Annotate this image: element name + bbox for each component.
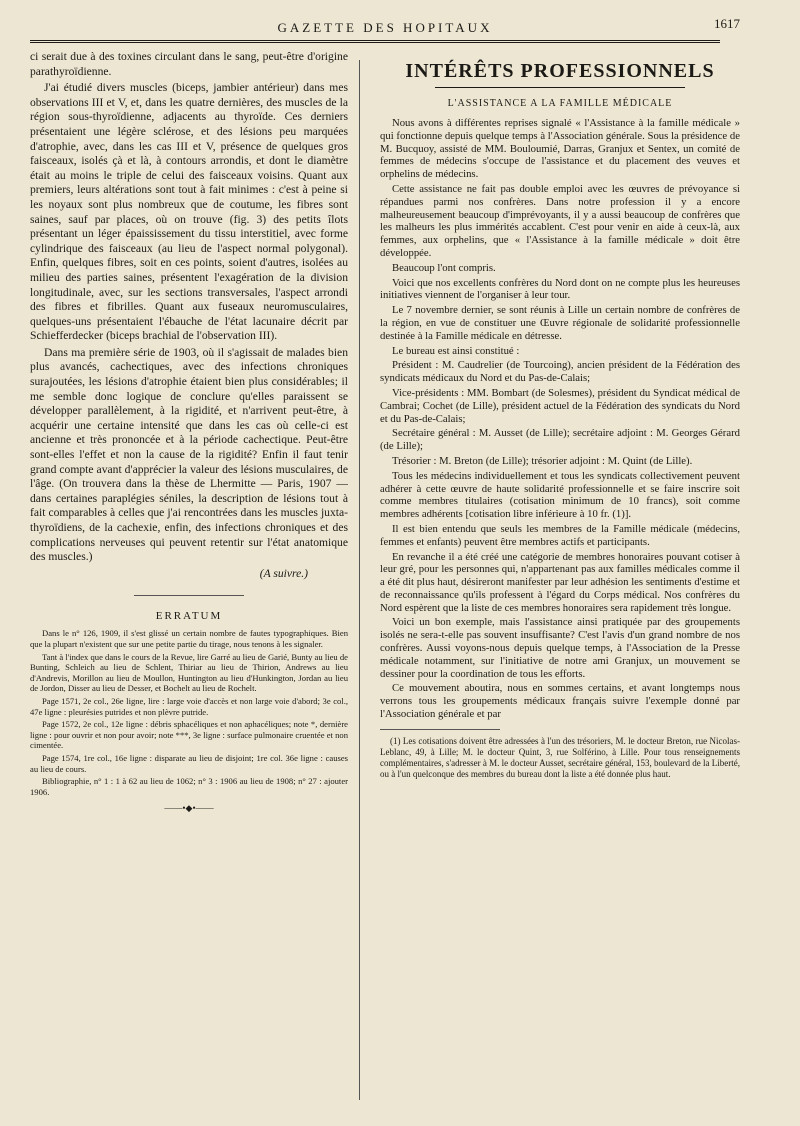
erratum-paragraph: Page 1572, 2e col., 12e ligne : débris sphacéliques et non aphacéliques; note *, dernière ligne : pour ouvrir et non pour avoir; note ***, 3e ligne : surface pulmonaire cruentée et non cimentée. bbox=[30, 719, 348, 751]
footnote bbox=[380, 736, 740, 780]
footnote-text: (1) Les cotisations doivent être adressées à l'un des trésoriers, M. le docteur Breton, rue Nicolas-Leblanc, 49, à Lille; M. le docteur Quint, 3, rue Solférino, à Lille. Pour tous renseignements complémentaires, s'adresser à M. le docteur Ausset, secrétaire général, 153, boulevard de la Liberté, ou à l'un quelconque des membres du bureau dont la liste a été donnée plus haut. bbox=[380, 735, 740, 779]
paragraph: ci serait due à des toxines circulant dans le sang, peut-être d'origine parathyroïdienne. bbox=[30, 50, 348, 78]
paragraph: Ce mouvement aboutira, nous en sommes certains, et avant longtemps nous verrons tous les groupements médicaux français suivre l'exemple donné par l'Association générale et par bbox=[380, 682, 740, 721]
journal-title: GAZETTE DES HOPITAUX bbox=[277, 20, 493, 35]
erratum-paragraph: Tant à l'index que dans le cours de la Revue, lire Garré au lieu de Garié, Bunty au lieu de Bunting, Schleich au lieu de Schlent, Thiriar au lieu de Thirion, Andrews au lieu d'Andrevis, Morillon au lieu de Moullon, Huntington au lieu d'Hunkington, Jordan au lieu de Jordon, Disser au lieu de Desser, et Bochelt au lieu de Rochelt. bbox=[30, 651, 348, 694]
paragraph: Voici que nos excellents confrères du Nord dont on ne compte plus les heureuses initiatives viennent de l'organiser à leur tour. bbox=[380, 276, 740, 302]
right-column bbox=[380, 50, 740, 1110]
paragraph: Le 7 novembre dernier, se sont réunis à Lille un certain nombre de confrères de la région, en vue de constituer une Œuvre régionale de solidarité professionnelle destinée à la Famille médicale en détresse. bbox=[380, 304, 740, 342]
column-divider bbox=[359, 60, 360, 1100]
paragraph: Trésorier : M. Breton (de Lille); trésorier adjoint : M. Quint (de Lille). bbox=[392, 454, 693, 467]
paragraph: Vice-présidents : MM. Bombart (de Solesmes), président du Syndicat médical de Cambrai; Cochet (de Lille), président actuel de la Fédération des syndicats du Nord et du Pas-de-Calais; bbox=[380, 386, 740, 425]
header-rule bbox=[30, 40, 720, 43]
erratum-paragraph: Page 1574, 1re col., 16e ligne : disparate au lieu de disjoint; 1re col. 36e ligne : causes au lieu de cours. bbox=[30, 752, 348, 774]
paragraph: J'ai étudié divers muscles (biceps, jambier antérieur) dans mes observations III et V, et, dans les quatre dernières, des muscles de la région sous-thyroïdienne, adjacents au thyroïde. Ces derniers présentaient une légère sclérose, et des lésions peu marquées d'atrophie, avec, dans les cas III et V, présence de quelques gros faisceaux, isolés çà et là, à contours arrondis, et dont le diamètre était au moins le triple de celui des faisceaux voisins. Quant aux premiers, leurs altérations sont tout à fait minimes : c'est à peine si les noyaux sont plus nombreux que de coutume, les fibres sont saines, sauf par places, où on trouve (fig. 3) des petits îlots présentant un léger épaississement du tissu interstitiel, avec forme cylindrique des faisceaux (au lieu de l'aspect normal polygonal). Enfin, quelques fibres, soit en ces points, soient d'autres, isolées au milieu des parties saines, présentent l'exagération de la division longitudinale, avec, sur les sections transversales, l'aspect arrondi des fibres et fibrilles. Quant aux fuseaux neuromusculaires, quelques-uns présentaient l'ébauche de l'état lacunaire décrit par Schiefferdecker (biceps brachial de l'observation III). bbox=[30, 81, 348, 343]
section-divider bbox=[134, 595, 244, 596]
page-number: 1617 bbox=[714, 16, 740, 31]
erratum-paragraph: Dans le n° 126, 1909, il s'est glissé un certain nombre de fautes typographiques. Bien que la plupart n'existent que sur une petite partie du tirage, nous tenons à les signaler. bbox=[30, 628, 348, 649]
erratum-body bbox=[30, 628, 348, 797]
paragraph: Nous avons à différentes reprises signalé « l'Assistance à la famille médicale » qui fonctionne depuis quelque temps à l'Association générale. Sous la présidence de M. Bucquoy, assisté de MM. Bouloumié, Darras, Granjux et Sentex, un comité de femmes de médecins s'occupe de l'assistance et du placement des veuves et orphelins de médecins. bbox=[380, 117, 740, 181]
paragraph: Tous les médecins individuellement et tous les syndicats collectivement peuvent adhérer à cette œuvre de haute solidarité professionnelle et se faire inscrire soit comme membres titulaires (cotisation minimum de 10 francs), soit comme membres adhérents [cotisation libre inférieure à 10 fr. (1)]. bbox=[380, 469, 740, 521]
footnote-rule bbox=[380, 729, 500, 730]
end-flourish: ——•◆•—— bbox=[164, 803, 214, 814]
paragraph: Beaucoup l'ont compris. bbox=[392, 261, 496, 274]
article-body bbox=[380, 117, 740, 721]
paragraph: Voici un bon exemple, mais l'assistance ainsi pratiquée par des groupements isolés ne sera-t-elle pas souvent insuffisante? C'est l'avis d'un grand nombre de nos confrères. Aussi voyons-nous depuis quelque temps, à l'Association de la Presse médicale notamment, sur l'initiative de notre ami Granjux, un mouvement se dessiner pour la coordination de tous les efforts. bbox=[380, 616, 740, 680]
paragraph: Cette assistance ne fait pas double emploi avec les œuvres de prévoyance si répandues parmi nos confrères. Dans notre profession il y a encore malheureusement beaucoup d'imprévoyants, il y a aussi beaucoup de confrères que les malheurs les plus immérités accablent. C'est pour venir en aide à ceux-là, aux femmes, aux orphelins, que « l'Assistance à la famille médicale » doit être développée. bbox=[380, 182, 740, 259]
erratum-paragraph: Bibliographie, n° 1 : 1 à 62 au lieu de 1062; n° 3 : 1906 au lieu de 1908; n° 27 : ajouter 1906. bbox=[30, 776, 348, 797]
paragraph: Le bureau est ainsi constitué : bbox=[392, 344, 520, 357]
to-be-continued: (A suivre.) bbox=[259, 566, 308, 580]
paragraph: En revanche il a été créé une catégorie de membres honoraires pouvant cotiser à leur gré, pour les personnes qui, n'appartenant pas aux familles médicales comme il a été dit plus haut, désireront manifester par leur adhésion les sentiments d'estime et de reconnaissance qu'ils professent à l'égard du Corps médical. Nos confrères du Nord espèrent que la liste de ces membres honoraires sera rapidement très longue. bbox=[380, 550, 740, 614]
erratum-paragraph: Page 1571, 2e col., 26e ligne, lire : large voie d'accès et non large voie d'abord; 3e col., 47e ligne : pleurésies putrides et non plèvre putride. bbox=[30, 695, 348, 717]
paragraph: Dans ma première série de 1903, où il s'agissait de malades bien plus avancés, cachectiques, avec des infections chroniques surajoutées, les lésions d'atrophie étaient bien plus considérables; il me semble donc logique de conclure qu'elles paraissent se développer parallèlement, à la rigidité, et n'arrivent peut-être, à acquérir une certaine intensité que dans les cas où celle-ci est ancienne et très prononcée et à la période cachectique. Peut-être sont-elles l'effet et non la cause de la rigidité? Enfin il faut tenir grand compte avant d'apprécier la valeur des lésions musculaires, de l'âge. (On trouvera dans la thèse de Lhermitte — Paris, 1907 — dans certaines paraplégies séniles, la description de lésions tout à fait comparables à celles que j'ai rencontrées dans les muscles juxta-thyroïdiens, de la cachexie, enfin, des infections chroniques et des complications nerveuses qui peuvent retentir sur l'état anatomique des muscles.) bbox=[30, 345, 348, 564]
article-title: L'ASSISTANCE A LA FAMILLE MÉDICALE bbox=[447, 98, 673, 109]
article-continuation bbox=[30, 50, 348, 581]
paragraph: Président : M. Caudrelier (de Tourcoing), ancien président de la Fédération des syndicats médicaux du Nord et du Pas-de-Calais; bbox=[380, 359, 740, 385]
left-column bbox=[30, 50, 348, 1110]
title-rule bbox=[435, 87, 685, 88]
paragraph: Il est bien entendu que seuls les membres de la Famille médicale (médecins, femmes et enfants) peuvent être membres actifs et participants. bbox=[380, 522, 740, 548]
erratum-title: ERRATUM bbox=[155, 610, 223, 623]
section-title: INTÉRÊTS PROFESSIONNELS bbox=[405, 60, 715, 82]
paragraph: Secrétaire général : M. Ausset (de Lille); secrétaire adjoint : M. Georges Gérard (de Lille); bbox=[380, 427, 740, 453]
